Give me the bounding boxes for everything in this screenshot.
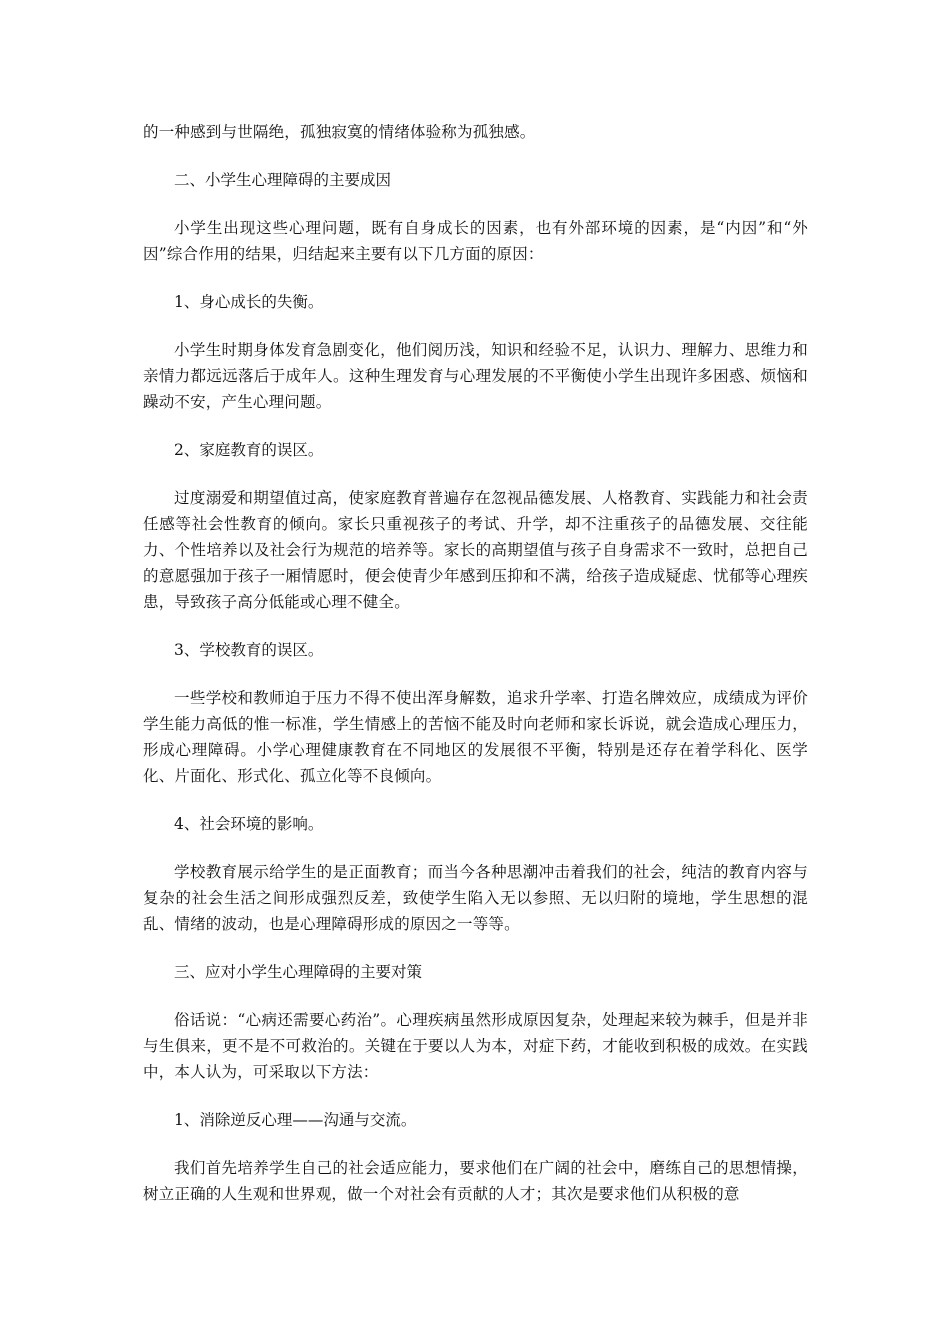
subheading-school-education: 3、学校教育的误区。 bbox=[174, 641, 324, 659]
document-body bbox=[143, 119, 808, 1229]
subheading-imbalance: 1、身心成长的失衡。 bbox=[174, 293, 324, 311]
paragraph-imbalance: 小学生时期身体发育急剧变化，他们阅历浅，知识和经验不足，认识力、理解力、思维力和亲情力都远远落后于成年人。这种生理发育与心理发展的不平衡使小学生出现许多困惑、烦恼和躁动不安，产生心理问题。 bbox=[143, 341, 808, 411]
subheading-communication: 1、消除逆反心理——沟通与交流。 bbox=[174, 1111, 417, 1129]
section-heading-causes: 二、小学生心理障碍的主要成因 bbox=[174, 171, 392, 189]
subheading-social-environment: 4、社会环境的影响。 bbox=[174, 815, 324, 833]
paragraph-countermeasures-intro: 俗话说：“心病还需要心药治”。心理疾病虽然形成原因复杂，处理起来较为棘手，但是并非与生俱来，更不是不可救治的。关键在于要以人为本，对症下药，才能收到积极的成效。在实践中，本人认为，可采取以下方法： bbox=[143, 1011, 808, 1081]
subheading-family-education: 2、家庭教育的误区。 bbox=[174, 441, 324, 459]
paragraph-continued: 的一种感到与世隔绝，孤独寂寞的情绪体验称为孤独感。 bbox=[143, 123, 536, 141]
paragraph-communication: 我们首先培养学生自己的社会适应能力，要求他们在广阔的社会中，磨练自己的思想情操，树立正确的人生观和世界观，做一个对社会有贡献的人才；其次是要求他们从积极的意 bbox=[143, 1159, 808, 1203]
paragraph-causes-intro: 小学生出现这些心理问题，既有自身成长的因素，也有外部环境的因素，是“内因”和“外因”综合作用的结果，归结起来主要有以下几方面的原因： bbox=[143, 219, 808, 263]
section-heading-countermeasures: 三、应对小学生心理障碍的主要对策 bbox=[174, 963, 423, 981]
paragraph-family-education: 过度溺爱和期望值过高，使家庭教育普遍存在忽视品德发展、人格教育、实践能力和社会责任感等社会性教育的倾向。家长只重视孩子的考试、升学，却不注重孩子的品德发展、交往能力、个性培养以及社会行为规范的培养等。家长的高期望值与孩子自身需求不一致时，总把自己的意愿强加于孩子一厢情愿时，便会使青少年感到压抑和不满，给孩子造成疑虑、忧郁等心理疾患，导致孩子高分低能或心理不健全。 bbox=[143, 489, 808, 611]
paragraph-social-environment: 学校教育展示给学生的是正面教育；而当今各种思潮冲击着我们的社会，纯洁的教育内容与复杂的社会生活之间形成强烈反差，致使学生陷入无以参照、无以归附的境地，学生思想的混乱、情绪的波动，也是心理障碍形成的原因之一等等。 bbox=[143, 863, 808, 933]
paragraph-school-education: 一些学校和教师迫于压力不得不使出浑身解数，追求升学率、打造名牌效应，成绩成为评价学生能力高低的惟一标准，学生情感上的苦恼不能及时向老师和家长诉说，就会造成心理压力，形成心理障碍。小学心理健康教育在不同地区的发展很不平衡，特别是还存在着学科化、医学化、片面化、形式化、孤立化等不良倾向。 bbox=[143, 689, 808, 785]
